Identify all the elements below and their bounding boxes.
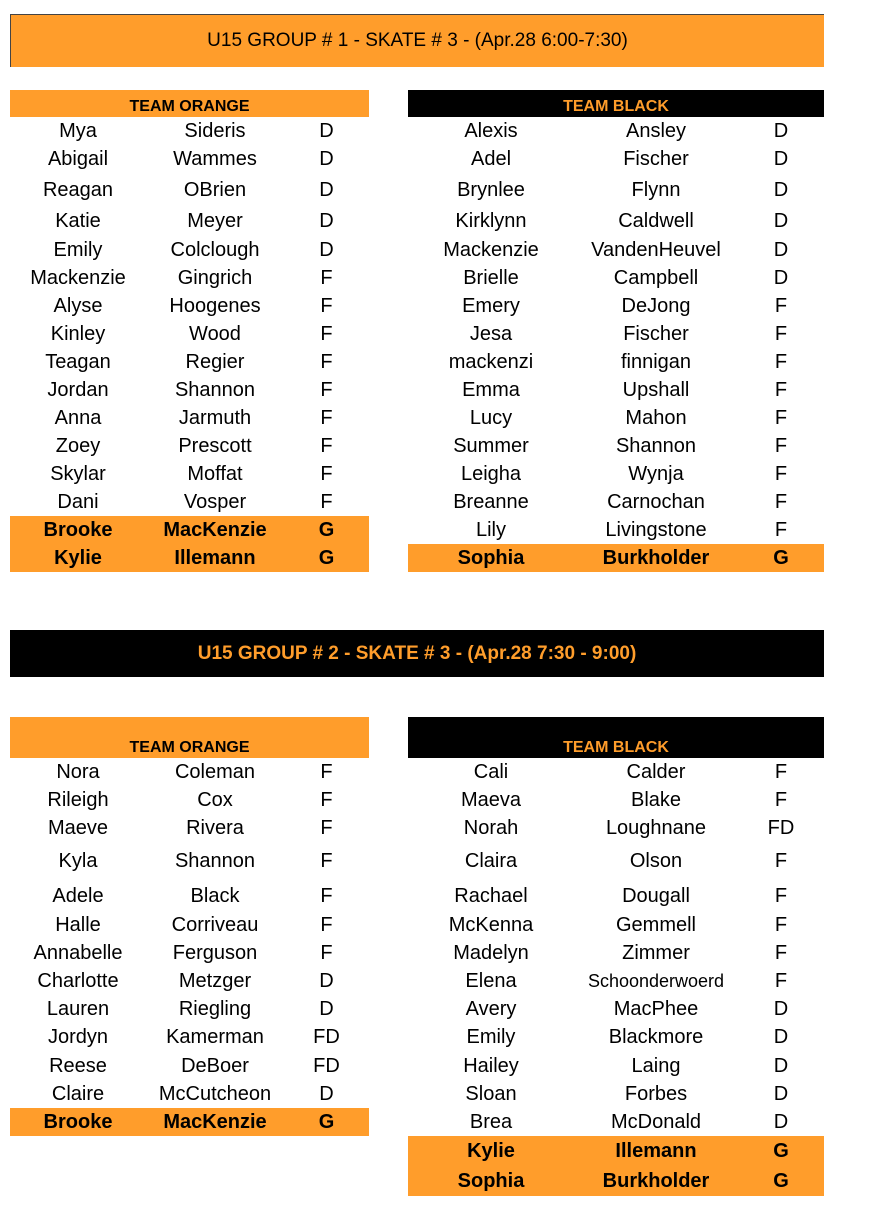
player-last-name: OBrien xyxy=(183,178,247,201)
player-row xyxy=(408,786,824,814)
player-first-name: Teagan xyxy=(45,350,111,373)
player-row xyxy=(408,995,824,1023)
player-row xyxy=(408,460,824,488)
player-first-name: Brooke xyxy=(43,518,113,541)
player-first-name: Leigha xyxy=(460,462,522,485)
player-position: F xyxy=(320,788,333,811)
player-position: D xyxy=(319,178,334,201)
team-header: TEAM BLACK xyxy=(408,717,824,758)
player-row xyxy=(10,145,369,173)
player-position: F xyxy=(774,322,788,345)
goalie-row xyxy=(10,516,369,544)
player-first-name: Mackenzie xyxy=(30,266,126,289)
player-first-name: Maeva xyxy=(460,788,522,811)
player-last-name: Riegling xyxy=(178,997,252,1020)
player-row xyxy=(10,758,369,786)
player-row xyxy=(10,173,369,207)
player-position: D xyxy=(773,997,789,1020)
player-last-name: Rivera xyxy=(186,816,244,839)
group-2-title: U15 GROUP # 2 - SKATE # 3 - (Apr.28 7:30 - 9:00) xyxy=(197,642,637,664)
player-last-name: VandenHeuvel xyxy=(591,238,721,261)
player-last-name: Kamerman xyxy=(166,1026,264,1048)
player-position: F xyxy=(774,294,788,317)
player-first-name: McKenna xyxy=(448,913,534,936)
player-last-name: Gingrich xyxy=(177,266,253,289)
player-first-name: Lucy xyxy=(469,406,513,429)
player-position: F xyxy=(774,884,788,907)
player-row xyxy=(408,1108,824,1136)
group-1-team-black xyxy=(408,90,824,575)
player-row xyxy=(408,516,824,544)
player-position: F xyxy=(320,816,333,839)
player-last-name: Fischer xyxy=(623,147,689,170)
player-position: D xyxy=(773,119,789,142)
player-first-name: Charlotte xyxy=(37,969,119,992)
team-header: TEAM BLACK xyxy=(408,90,824,117)
player-last-name: Campbell xyxy=(613,266,699,289)
player-last-name: MacKenzie xyxy=(163,1110,267,1133)
player-last-name: McDonald xyxy=(610,1110,702,1133)
player-first-name: Adele xyxy=(52,884,104,907)
player-row xyxy=(10,881,369,911)
player-row xyxy=(408,207,824,236)
player-last-name: Burkholder xyxy=(602,1169,710,1192)
player-first-name: Skylar xyxy=(50,462,106,485)
player-last-name: Regier xyxy=(185,350,245,373)
player-position: G xyxy=(318,518,335,541)
player-position: G xyxy=(773,1139,789,1162)
player-position: F xyxy=(774,406,788,429)
player-row xyxy=(408,911,824,939)
player-row xyxy=(408,117,824,145)
player-last-name: Flynn xyxy=(631,178,681,201)
player-position: F xyxy=(774,490,788,513)
player-position: D xyxy=(319,969,334,992)
player-row xyxy=(10,1052,369,1080)
player-row xyxy=(408,292,824,320)
player-first-name: Brielle xyxy=(463,266,519,289)
player-position: F xyxy=(320,884,333,907)
player-row xyxy=(10,488,369,516)
player-row xyxy=(408,967,824,995)
player-position: F xyxy=(320,266,333,289)
player-position: D xyxy=(773,1026,789,1048)
player-last-name: finnigan xyxy=(620,350,692,373)
goalie-row xyxy=(408,1166,824,1196)
team-header: TEAM ORANGE xyxy=(10,717,369,758)
player-last-name: Carnochan xyxy=(607,490,705,513)
player-first-name: Lily xyxy=(475,518,506,541)
player-row xyxy=(10,292,369,320)
player-first-name: Kirklynn xyxy=(455,210,527,232)
player-last-name: Vosper xyxy=(183,490,247,513)
player-last-name: Calder xyxy=(626,760,686,783)
player-last-name: Ferguson xyxy=(172,941,258,964)
player-last-name: Prescott xyxy=(178,434,252,457)
player-last-name: Corriveau xyxy=(171,913,259,936)
player-row xyxy=(408,1080,824,1108)
player-position: D xyxy=(773,147,789,170)
player-first-name: Lauren xyxy=(46,997,110,1020)
player-first-name: Jordan xyxy=(47,378,109,401)
player-last-name: Wood xyxy=(189,322,241,345)
player-last-name: Blake xyxy=(630,788,682,811)
player-last-name: Shannon xyxy=(615,434,697,457)
player-position: D xyxy=(319,1082,334,1105)
player-last-name: Coleman xyxy=(174,760,256,783)
player-last-name: Zimmer xyxy=(622,941,690,964)
player-last-name: McCutcheon xyxy=(158,1082,272,1105)
player-row xyxy=(10,432,369,460)
player-last-name: Shannon xyxy=(174,850,256,872)
player-first-name: Kyla xyxy=(58,850,98,872)
player-position: FD xyxy=(313,1054,340,1077)
player-first-name: Rileigh xyxy=(47,788,109,811)
player-first-name: mackenzi xyxy=(448,350,534,373)
player-position: D xyxy=(773,1110,789,1133)
player-position: F xyxy=(320,406,333,429)
player-row xyxy=(10,348,369,376)
player-last-name: Upshall xyxy=(622,378,690,401)
player-last-name: Wynja xyxy=(628,462,684,485)
player-first-name: Kylie xyxy=(54,546,102,569)
player-first-name: Reagan xyxy=(42,178,114,201)
goalie-row xyxy=(10,1108,369,1136)
player-last-name: Hoogenes xyxy=(169,294,261,317)
player-position: F xyxy=(774,850,788,872)
player-first-name: Claire xyxy=(51,1082,105,1105)
player-position: F xyxy=(320,490,333,513)
player-first-name: Dani xyxy=(57,490,99,513)
player-last-name: Schoonderwoerd xyxy=(587,970,725,991)
player-row xyxy=(408,881,824,911)
player-first-name: Brynlee xyxy=(457,178,525,201)
player-first-name: Avery xyxy=(465,997,517,1020)
player-last-name: Moffat xyxy=(187,462,243,485)
player-last-name: Dougall xyxy=(622,884,690,907)
player-last-name: Gemmell xyxy=(615,913,696,936)
player-row xyxy=(408,145,824,173)
player-row xyxy=(408,173,824,207)
player-row xyxy=(408,236,824,264)
player-row xyxy=(408,264,824,292)
player-row xyxy=(10,264,369,292)
player-row xyxy=(408,348,824,376)
player-first-name: Breanne xyxy=(453,490,529,513)
player-last-name: Meyer xyxy=(187,210,243,232)
player-first-name: Reese xyxy=(49,1054,107,1077)
player-position: D xyxy=(773,1054,789,1077)
player-last-name: Mahon xyxy=(625,406,687,429)
player-first-name: Claira xyxy=(464,850,518,872)
player-first-name: Jordyn xyxy=(47,1026,109,1048)
player-last-name: MacKenzie xyxy=(163,518,267,541)
player-position: D xyxy=(773,178,789,201)
player-row xyxy=(10,939,369,967)
player-position: F xyxy=(774,462,788,485)
player-last-name: Cox xyxy=(197,788,233,811)
player-position: D xyxy=(319,119,334,142)
player-position: G xyxy=(773,1169,789,1192)
player-position: F xyxy=(774,518,788,541)
player-first-name: Zoey xyxy=(55,434,101,457)
player-position: F xyxy=(774,378,788,401)
player-first-name: Jesa xyxy=(469,322,513,345)
player-last-name: Wammes xyxy=(173,147,257,170)
player-last-name: Burkholder xyxy=(602,546,710,569)
goalie-row xyxy=(10,544,369,572)
player-first-name: Kylie xyxy=(467,1139,515,1162)
player-position: G xyxy=(318,1110,335,1133)
player-position: D xyxy=(319,147,334,170)
player-first-name: Madelyn xyxy=(453,941,529,964)
player-row xyxy=(10,995,369,1023)
player-first-name: Emily xyxy=(53,238,103,261)
player-row xyxy=(10,320,369,348)
player-first-name: Sloan xyxy=(465,1082,517,1105)
player-row xyxy=(10,1023,369,1052)
player-row xyxy=(10,376,369,404)
player-row xyxy=(10,460,369,488)
player-last-name: Illemann xyxy=(174,546,256,569)
player-first-name: Halle xyxy=(55,913,101,936)
player-position: D xyxy=(319,238,334,261)
player-last-name: Blackmore xyxy=(608,1026,704,1048)
player-last-name: Livingstone xyxy=(605,518,707,541)
player-last-name: Fischer xyxy=(623,322,689,345)
player-row xyxy=(408,488,824,516)
player-row xyxy=(408,432,824,460)
player-position: D xyxy=(773,238,789,261)
group-1-title: U15 GROUP # 1 - SKATE # 3 - (Apr.28 6:00-7:30) xyxy=(207,30,628,51)
player-first-name: Alyse xyxy=(53,294,103,317)
player-first-name: Emily xyxy=(466,1026,516,1048)
player-row xyxy=(408,320,824,348)
player-first-name: Nora xyxy=(56,760,100,783)
player-position: F xyxy=(774,434,788,457)
player-last-name: Colclough xyxy=(170,238,260,261)
player-last-name: Olson xyxy=(629,850,683,872)
player-row xyxy=(408,376,824,404)
player-position: D xyxy=(773,210,789,232)
player-row xyxy=(408,1052,824,1080)
player-first-name: Alexis xyxy=(464,119,518,142)
goalie-row xyxy=(408,544,824,572)
player-last-name: DeJong xyxy=(621,294,691,317)
player-position: F xyxy=(774,788,788,811)
player-first-name: Kinley xyxy=(50,322,106,345)
player-position: F xyxy=(320,434,333,457)
player-position: F xyxy=(774,969,788,992)
player-first-name: Mackenzie xyxy=(443,238,539,261)
player-position: F xyxy=(774,760,788,783)
player-position: FD xyxy=(313,1026,340,1048)
player-position: F xyxy=(320,850,333,872)
player-row xyxy=(10,967,369,995)
player-last-name: MacPhee xyxy=(613,997,699,1020)
player-first-name: Mya xyxy=(59,119,97,142)
player-position: F xyxy=(320,462,333,485)
player-position: FD xyxy=(767,816,795,839)
player-row xyxy=(10,117,369,145)
player-last-name: Loughnane xyxy=(605,816,707,839)
player-first-name: Sophia xyxy=(457,546,525,569)
player-first-name: Annabelle xyxy=(33,941,123,964)
group-1-banner xyxy=(10,14,824,67)
player-first-name: Katie xyxy=(55,210,101,232)
player-first-name: Maeve xyxy=(47,816,109,839)
player-position: D xyxy=(773,1082,789,1105)
player-row xyxy=(10,236,369,264)
player-row xyxy=(408,1023,824,1052)
player-row xyxy=(408,814,824,842)
player-position: G xyxy=(773,546,789,569)
player-position: F xyxy=(320,760,333,783)
player-first-name: Norah xyxy=(463,816,519,839)
player-last-name: Illemann xyxy=(615,1139,697,1162)
player-position: F xyxy=(320,350,333,373)
player-last-name: Black xyxy=(190,884,240,907)
player-position: F xyxy=(774,941,788,964)
player-position: F xyxy=(320,378,333,401)
group-2-banner xyxy=(10,630,824,677)
player-position: F xyxy=(320,294,333,317)
player-position: F xyxy=(320,322,333,345)
player-last-name: Caldwell xyxy=(618,210,694,232)
player-position: D xyxy=(773,266,789,289)
player-first-name: Emma xyxy=(462,378,520,401)
player-first-name: Abigail xyxy=(47,147,109,170)
player-row xyxy=(10,842,369,881)
player-first-name: Elena xyxy=(465,969,517,992)
player-first-name: Hailey xyxy=(463,1054,519,1077)
player-row xyxy=(10,911,369,939)
player-position: D xyxy=(319,997,334,1020)
group-2-team-black xyxy=(408,717,824,1197)
player-first-name: Adel xyxy=(470,147,512,170)
player-first-name: Brea xyxy=(469,1110,513,1133)
player-last-name: DeBoer xyxy=(181,1054,249,1077)
group-2-team-orange xyxy=(10,717,369,1140)
player-first-name: Emery xyxy=(462,294,520,317)
player-first-name: Summer xyxy=(453,434,529,457)
team-header: TEAM ORANGE xyxy=(10,90,369,117)
player-row xyxy=(10,814,369,842)
player-row xyxy=(408,939,824,967)
player-row xyxy=(10,1080,369,1108)
player-position: D xyxy=(319,210,334,232)
player-position: F xyxy=(774,913,788,936)
player-last-name: Ansley xyxy=(625,119,687,142)
group-1-team-orange xyxy=(10,90,369,575)
player-first-name: Anna xyxy=(54,406,102,429)
player-first-name: Cali xyxy=(473,760,509,783)
player-row xyxy=(408,758,824,786)
player-first-name: Brooke xyxy=(43,1110,113,1133)
player-row xyxy=(408,404,824,432)
player-position: G xyxy=(318,546,335,569)
player-last-name: Laing xyxy=(631,1054,681,1077)
player-last-name: Metzger xyxy=(178,969,252,992)
player-row xyxy=(10,786,369,814)
player-row xyxy=(10,207,369,236)
player-position: F xyxy=(320,913,333,936)
goalie-row xyxy=(408,1136,824,1166)
player-last-name: Forbes xyxy=(624,1082,688,1105)
player-row xyxy=(408,842,824,881)
player-position: F xyxy=(774,350,788,373)
player-position: F xyxy=(320,941,333,964)
player-last-name: Shannon xyxy=(174,378,256,401)
player-last-name: Sideris xyxy=(184,119,246,142)
player-row xyxy=(10,404,369,432)
player-first-name: Rachael xyxy=(454,884,528,907)
player-first-name: Sophia xyxy=(457,1169,525,1192)
player-last-name: Jarmuth xyxy=(178,406,252,429)
